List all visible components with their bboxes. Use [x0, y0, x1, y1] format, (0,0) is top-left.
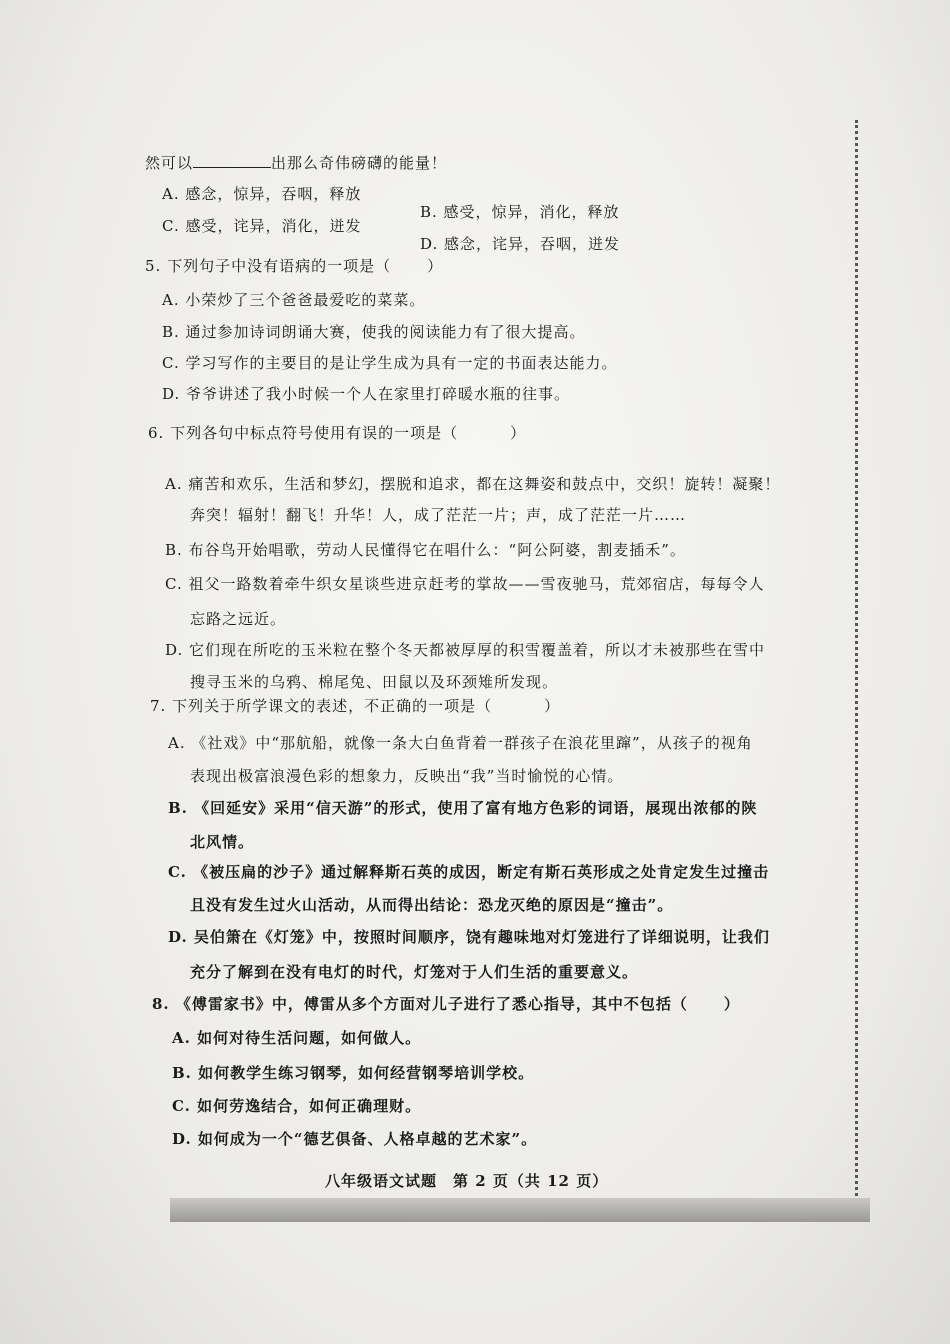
q5-option-a: A. 小荣炒了三个爸爸最爱吃的菜菜。 — [162, 291, 426, 309]
q4-stem-tail — [145, 153, 447, 173]
q4-option-c: C. 感受，诧异，消化，迸发 — [162, 217, 362, 235]
q6-option-d-line2: 搜寻玉米的乌鸦、棉尾兔、田鼠以及环颈雉所发现。 — [190, 673, 559, 691]
q5-option-d: D. 爷爷讲述了我小时候一个人在家里打碎暖水瓶的往事。 — [162, 385, 571, 403]
q8-stem — [152, 994, 740, 1014]
q4-option-a: A. 感念，惊异，吞咽，释放 — [162, 185, 362, 203]
q7-option-c-line2: 且没有发生过火山活动，从而得出结论：恐龙灭绝的原因是“撞击”。 — [190, 896, 674, 914]
q6-option-a-line2: 奔突！辐射！翻飞！升华！人，成了茫茫一片；声，成了茫茫一片…… — [190, 506, 687, 524]
q6-option-d-line1: D. 它们现在所吃的玉米粒在整个冬天都被厚厚的积雪覆盖着，所以才未被那些在雪中 — [165, 641, 766, 659]
q6-stem — [148, 423, 526, 443]
q5-stem-close: ） — [427, 257, 444, 275]
q7-option-b-line1: B. 《回延安》采用“信天游”的形式，使用了富有地方色彩的词语，展现出浓郁的陕 — [168, 799, 758, 817]
q8-stem-close: ） — [723, 995, 740, 1013]
q7-option-d-line2: 充分了解到在没有电灯的时代，灯笼对于人们生活的重要意义。 — [190, 963, 639, 981]
q6-stem-text: 6. 下列各句中标点符号使用有误的一项是（ — [148, 424, 459, 442]
q4-option-b: B. 感受，惊异，消化，释放 — [420, 203, 620, 221]
q8-option-a: A. 如何对待生活问题，如何做人。 — [172, 1029, 422, 1047]
q6-stem-close: ） — [510, 424, 527, 442]
q5-stem-text: 5. 下列句子中没有语病的一项是（ — [145, 257, 392, 275]
q7-option-c-line1: C. 《被压扁的沙子》通过解释斯石英的成因，断定有斯石英形成之处肯定发生过撞击 — [168, 863, 770, 881]
q6-option-c-line1: C. 祖父一路数着牵牛织女星谈些进京赶考的掌故——雪夜驰马，荒郊宿店，每每令人 — [165, 575, 765, 593]
q7-option-b-line2: 北风情。 — [190, 833, 255, 851]
q5-option-c: C. 学习写作的主要目的是让学生成为具有一定的书面表达能力。 — [162, 354, 618, 372]
q4-stem-pre: 然可以 — [145, 154, 194, 172]
q4-stem-post: 出那么奇伟磅礴的能量！ — [271, 154, 448, 172]
q8-option-d: D. 如何成为一个“德艺俱备、人格卓越的艺术家”。 — [172, 1130, 538, 1148]
q5-option-b: B. 通过参加诗词朗诵大赛，使我的阅读能力有了很大提高。 — [162, 323, 586, 341]
page-footer: 八年级语文试题 第 2 页（共 12 页） — [325, 1172, 609, 1190]
q7-stem-text: 7. 下列关于所学课文的表述，不正确的一项是（ — [150, 697, 493, 715]
q6-option-b: B. 布谷鸟开始唱歌，劳动人民懂得它在唱什么：“阿公阿婆，割麦插禾”。 — [165, 541, 686, 559]
q5-stem — [145, 256, 443, 276]
q8-option-c: C. 如何劳逸结合，如何正确理财。 — [172, 1097, 422, 1115]
q6-option-a-line1: A. 痛苦和欢乐，生活和梦幻，摆脱和追求，都在这舞姿和鼓点中，交织！旋转！凝聚！ — [165, 475, 781, 493]
q4-option-d: D. 感念，诧异，吞咽，迸发 — [420, 235, 621, 253]
q8-stem-text: 8. 《傅雷家书》中，傅雷从多个方面对儿子进行了悉心指导，其中不包括（ — [152, 995, 688, 1013]
q8-option-b: B. 如何教学生练习钢琴，如何经营钢琴培训学校。 — [172, 1064, 535, 1082]
q7-option-a-line2: 表现出极富浪漫色彩的想象力，反映出“我”当时愉悦的心情。 — [190, 767, 624, 785]
q7-option-a-line1: A. 《社戏》中“那航船，就像一条大白鱼背着一群孩子在浪花里蹿”，从孩子的视角 — [168, 734, 753, 752]
scan-bottom-shadow — [170, 1198, 870, 1222]
binding-dotted-line — [855, 120, 858, 1220]
q7-stem — [150, 696, 560, 716]
q6-option-c-line2: 忘路之远近。 — [190, 610, 287, 628]
q7-option-d-line1: D. 吴伯箫在《灯笼》中，按照时间顺序，饶有趣味地对灯笼进行了详细说明，让我们 — [168, 928, 770, 946]
q7-stem-close: ） — [544, 697, 561, 715]
q4-blank — [193, 153, 271, 168]
